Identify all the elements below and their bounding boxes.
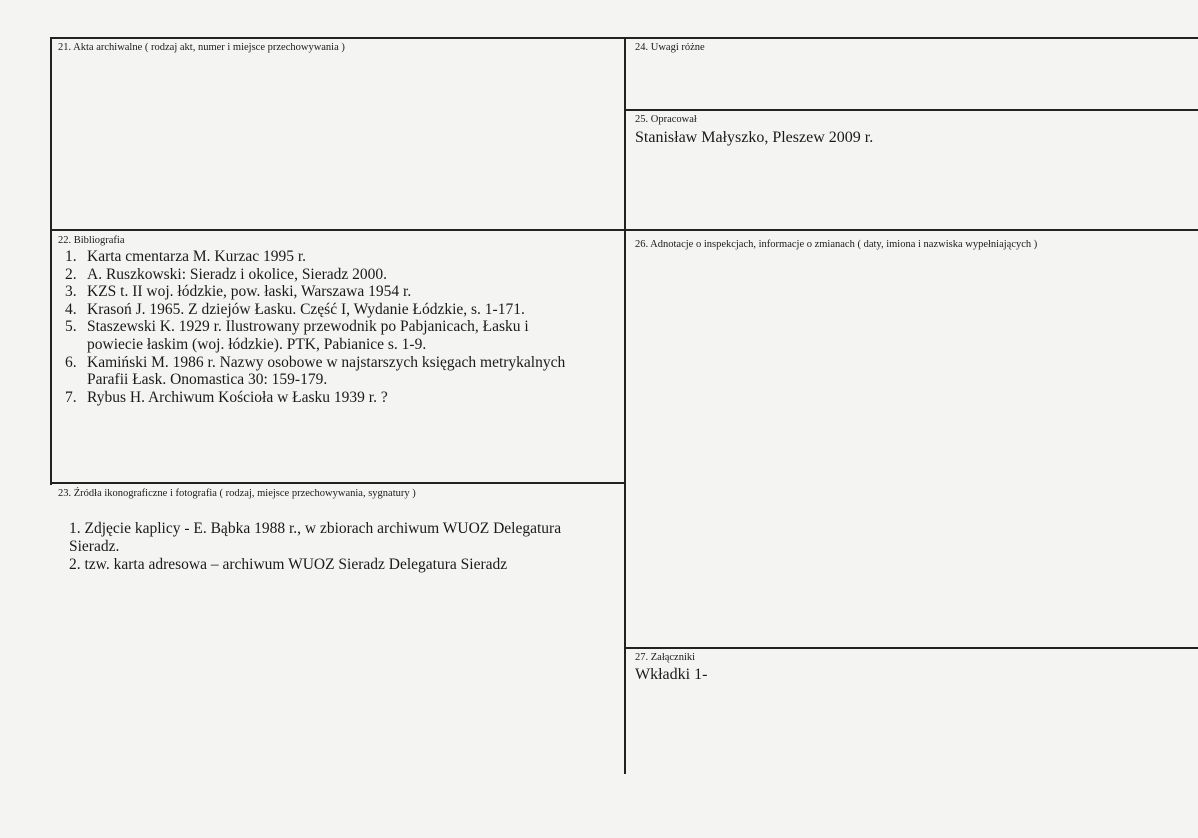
bibliography-item-number: 3. xyxy=(65,283,77,301)
bibliography-item-text: KZS t. II woj. łódzkie, pow. łaski, Warszawa 1954 r. xyxy=(87,283,412,301)
bibliography-item-text: Staszewski K. 1929 r. Ilustrowany przewodnik po Pabjanicach, Łasku i powiecie łaskim (woj. łódzkie). PTK, Pabianice s. 1-9. xyxy=(87,318,529,353)
section-24-label: 24. Uwagi różne xyxy=(635,42,705,53)
section-23-label: 23. Źródła ikonograficzne i fotografia ( rodzaj, miejsce przechowywania, sygnatury ) xyxy=(58,488,416,499)
right-row-divider-1 xyxy=(624,109,1198,111)
section-21-label: 21. Akta archiwalne ( rodzaj akt, numer i miejsce przechowywania ) xyxy=(58,42,345,53)
right-row-divider-2 xyxy=(624,229,1198,231)
left-row-divider-2 xyxy=(50,482,625,484)
section-26-label: 26. Adnotacje o inspekcjach, informacje o zmianach ( daty, imiona i nazwiska wypełniających ) xyxy=(635,239,1038,250)
bibliography-item-text: Kamiński M. 1986 r. Nazwy osobowe w najstarszych księgach metrykalnych Parafii Łask. Onomastica 30: 159-179. xyxy=(87,353,566,389)
bibliography-item-number: 6. xyxy=(65,353,77,371)
bibliography-item xyxy=(65,389,620,407)
left-border xyxy=(50,37,52,485)
right-row-divider-3 xyxy=(624,647,1198,649)
bibliography-item xyxy=(65,266,620,284)
center-divider xyxy=(624,37,626,774)
section-25-label: 25. Opracował xyxy=(635,114,697,125)
bibliography-item-number: 4. xyxy=(65,300,77,318)
bibliography-item xyxy=(65,318,620,353)
bibliography-item-text: Karta cmentarza M. Kurzac 1995 r. xyxy=(87,248,307,265)
bibliography-item-text: Rybus H. Archiwum Kościoła w Łasku 1939 r. ? xyxy=(87,388,388,406)
bibliography-item-text: Krasoń J. 1965. Z dziejów Łasku. Część I, Wydanie Łódzkie, s. 1-171. xyxy=(87,300,525,318)
bibliography-item xyxy=(65,248,620,266)
bibliography-item-number: 2. xyxy=(65,265,77,283)
bibliography-item xyxy=(65,354,620,389)
bibliography-item-number: 1. xyxy=(65,248,77,265)
bibliography-item-number: 5. xyxy=(65,318,77,336)
bibliography-item xyxy=(65,301,620,319)
iconography-item: 2. tzw. karta adresowa – archiwum WUOZ Sieradz Delegatura Sieradz xyxy=(69,556,508,573)
iconography-list xyxy=(69,520,621,574)
section-27-label: 27. Załączniki xyxy=(635,652,696,663)
section-27-attachments: Wkładki 1- xyxy=(635,666,708,683)
bibliography-item-number: 7. xyxy=(65,388,77,406)
bibliography-item-text: A. Ruszkowski: Sieradz i okolice, Sieradz 2000. xyxy=(87,265,388,283)
section-22-label: 22. Bibliografia xyxy=(58,235,125,246)
iconography-item: 1. Zdjęcie kaplicy - E. Bąbka 1988 r., w zbiorach archiwum WUOZ Delegatura Sieradz. xyxy=(69,520,562,555)
section-25-author: Stanisław Małyszko, Pleszew 2009 r. xyxy=(635,129,874,146)
left-row-divider-1 xyxy=(50,229,625,231)
bibliography-item xyxy=(65,283,620,301)
bibliography-list xyxy=(65,248,620,406)
